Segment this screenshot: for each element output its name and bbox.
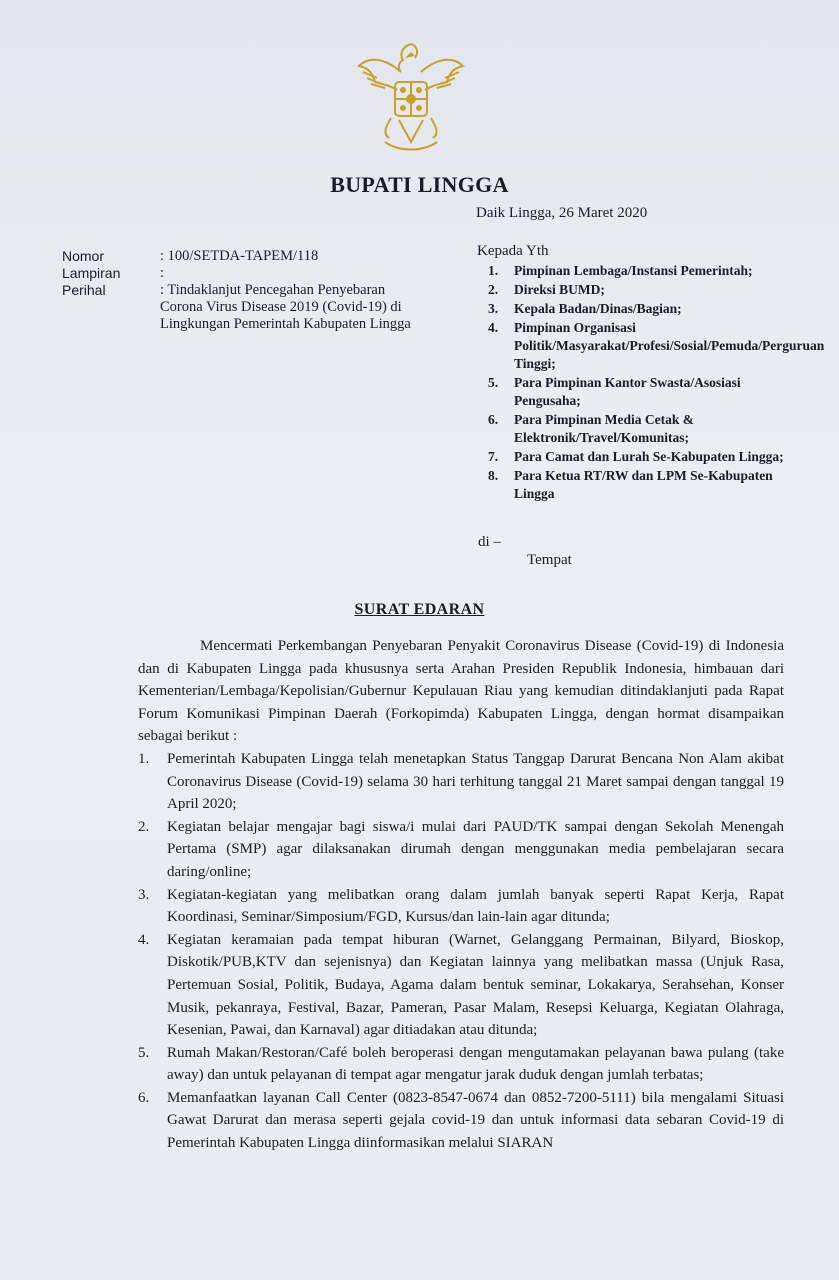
list-item (488, 300, 788, 318)
list-text: Kepala Badan/Dinas/Bagian; (514, 301, 682, 316)
list-text: Pimpinan Lembaga/Instansi Pemerintah; (514, 263, 753, 278)
location-text: Tempat (527, 552, 572, 568)
list-item (138, 1087, 784, 1155)
list-item (488, 281, 788, 299)
meta-row-nomor (62, 248, 420, 265)
meta-row-perihal (62, 282, 420, 333)
list-number: 7. (488, 449, 499, 464)
list-number: 2. (488, 282, 499, 297)
list-text: Pimpinan Organisasi Politik/Masyarakat/Profesi/Sosial/Pemuda/Perguruan Tinggi; (514, 320, 825, 371)
list-number: 8. (488, 468, 499, 483)
meta-row-lampiran (62, 265, 420, 282)
list-number: 1. (488, 263, 499, 278)
letter-title: BUPATI LINGGA (330, 172, 509, 197)
garuda-emblem-icon (355, 38, 467, 158)
list-item (138, 884, 784, 929)
list-item (138, 929, 784, 1042)
list-text: Para Pimpinan Kantor Swasta/Asosiasi Pengusaha; (514, 375, 741, 408)
list-text: Direksi BUMD; (514, 282, 605, 297)
meta-value: : Tindaklanjut Pencegahan Penyebaran Corona Virus Disease 2019 (Covid-19) di Lingkungan Pemerintah Kabupaten Lingga (160, 282, 411, 332)
list-text: Para Pimpinan Media Cetak & Elektronik/Travel/Komunitas; (514, 412, 694, 445)
list-number: 3. (138, 886, 150, 903)
meta-label: Perihal (62, 282, 106, 298)
list-item (488, 411, 788, 447)
list-item (488, 448, 788, 466)
recipient-list (488, 262, 825, 504)
list-number: 2. (138, 818, 150, 835)
date-line: Daik Lingga, 26 Maret 2020 (476, 205, 648, 221)
meta-value: : 100/SETDA-TAPEM/118 (160, 248, 319, 264)
list-number: 4. (488, 320, 499, 335)
list-item (138, 816, 784, 884)
list-number: 5. (138, 1044, 150, 1061)
list-text: Para Ketua RT/RW dan LPM Se-Kabupaten Lingga (514, 468, 773, 501)
list-text: Para Camat dan Lurah Se-Kabupaten Lingga; (514, 449, 784, 464)
meta-label: Nomor (62, 248, 105, 264)
list-text: Memanfaatkan layanan Call Center (0823-8547-0674 dan 0852-7200-5111) bila mengalami Situasi Gawat Darurat dan merasa seperti gejala covid-19 dan untuk informasi data sebaran Covid-19 di Pemerintah Kabupaten Lingga diinformasikan melalui SIARAN (167, 1089, 784, 1152)
list-item (138, 748, 784, 816)
list-item (138, 1042, 784, 1087)
section-heading: SURAT EDARAN (354, 601, 485, 618)
letter-body (138, 635, 784, 1155)
meta-label: Lampiran (62, 265, 121, 281)
list-number: 4. (138, 931, 150, 948)
intro-paragraph: Mencermati Perkembangan Penyebaran Penyakit Coronavirus Disease (Covid-19) di Indonesia dan di Kabupaten Lingga pada khususnya serta Arahan Presiden Republik Indonesia, himbauan dari Kementerian/Lembaga/Kepolisian/Gubernur Kepulauan Riau yang kemudian ditindaklanjuti pada Rapat Forum Komunikasi Pimpinan Daerah (Forkopimda) Kabupaten Lingga, dengan hormat disampaikan sebagai berikut : (138, 638, 784, 745)
list-item (488, 262, 788, 280)
list-item (488, 374, 788, 410)
list-text: Pemerintah Kabupaten Lingga telah menetapkan Status Tanggap Darurat Bencana Non Alam akibat Coronavirus Disease (Covid-19) selama 30 hari terhitung tanggal 21 Maret sampai dengan tanggal 19 April 2020; (167, 750, 784, 813)
list-number: 6. (488, 412, 499, 427)
list-text: Kegiatan belajar mengajar bagi siswa/i mulai dari PAUD/TK sampai dengan Sekolah Menengah Pertama (SMP) agar dilaksanakan dirumah dengan menggunakan media pembelajaran secara daring/online; (167, 818, 784, 880)
list-text: Rumah Makan/Restoran/Café boleh beroperasi dengan mengutamakan pelayanan bawa pulang (take away) dan untuk pelayanan di tempat agar mengatur jarak duduk dengan jumlah terbatas; (167, 1044, 784, 1084)
list-number: 6. (138, 1089, 150, 1106)
list-item (488, 467, 788, 503)
numbered-list (138, 748, 784, 1155)
meta-value: : (160, 265, 165, 281)
list-item (488, 319, 825, 373)
letter-meta (62, 248, 420, 333)
list-text: Kegiatan-kegiatan yang melibatkan orang dalam jumlah banyak seperti Rapat Kerja, Rapat Koordinasi, Seminar/Simposium/FGD, Kursus/dan lain-lain agar ditunda; (167, 886, 784, 926)
list-number: 1. (138, 750, 150, 767)
list-text: Kegiatan keramaian pada tempat hiburan (Warnet, Gelanggang Permainan, Bilyard, Bioskop, Diskotik/PUB,KTV dan sejenisnya) dan Kegiatan lainnya yang melibatkan massa (Unjuk Rasa, Pertemuan Sosial, Politik, Budaya, Agama dalam bentuk seminar, Lokakarya, Serahsehan, Konser Musik, pekanraya, Festival, Bazar, Pameran, Pasar Malam, Resepsi Keluarga, Kegiatan Olahraga, Kesenian, Pawai, dan Karnaval) agar ditiadakan atau ditunda; (167, 931, 784, 1039)
list-number: 3. (488, 301, 499, 316)
addressee-heading: Kepada Yth (477, 243, 549, 259)
list-number: 5. (488, 375, 499, 390)
location-prefix: di – (478, 534, 501, 550)
